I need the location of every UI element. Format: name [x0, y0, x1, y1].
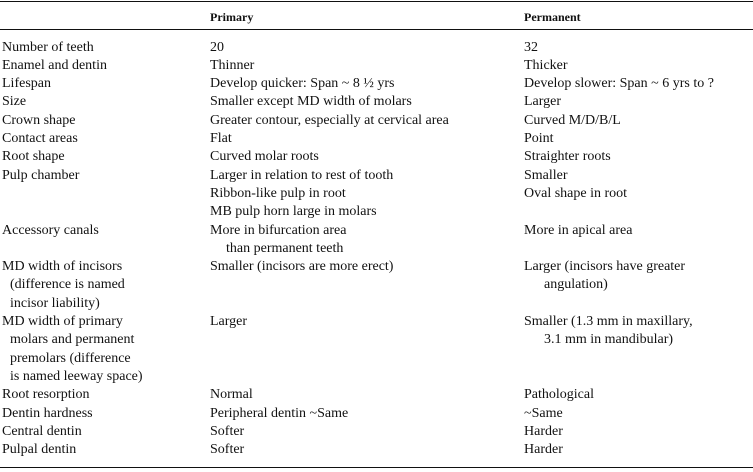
feature-cell: [2, 57, 107, 75]
primary-cell: [210, 222, 346, 259]
primary-cell-line: Normal: [210, 387, 253, 403]
feature-cell: [2, 167, 79, 185]
header-primary: Primary: [210, 10, 254, 24]
feature-cell-line: Central dentin: [2, 423, 82, 439]
feature-cell-line: Accessory canals: [2, 222, 99, 238]
primary-cell-line: Thinner: [210, 57, 255, 73]
feature-cell-line: molars and permanent: [10, 332, 135, 348]
permanent-cell: [524, 148, 611, 166]
feature-cell: [2, 130, 78, 148]
feature-cell: [2, 405, 93, 423]
feature-cell: [2, 148, 65, 166]
permanent-cell: [524, 112, 621, 130]
feature-cell: [2, 258, 125, 313]
feature-cell-line: Size: [2, 94, 27, 110]
feature-cell: [2, 93, 26, 111]
feature-cell-line: Pulp chamber: [2, 167, 80, 183]
permanent-cell-line: Smaller: [524, 167, 568, 183]
feature-cell-line: Lifespan: [2, 76, 51, 92]
permanent-cell-line: Smaller (1.3 mm in maxillary,: [524, 314, 693, 329]
feature-cell-line: Contact areas: [2, 131, 78, 146]
permanent-cell: [524, 93, 561, 111]
permanent-cell-line: 3.1 mm in mandibular): [544, 332, 674, 348]
permanent-cell: [524, 405, 563, 423]
primary-cell: [210, 39, 224, 57]
feature-cell: [2, 441, 76, 459]
feature-cell-line: premolars (difference: [10, 350, 131, 366]
primary-cell: [210, 75, 394, 93]
feature-cell-line: is named leeway space): [10, 368, 143, 384]
feature-cell-line: incisor liability): [10, 295, 100, 311]
permanent-cell-line: Harder: [524, 423, 563, 439]
primary-cell: [210, 112, 449, 130]
permanent-cell: [524, 167, 627, 204]
permanent-cell-line: angulation): [544, 277, 608, 293]
permanent-cell: [524, 313, 693, 350]
primary-cell-line: Softer: [210, 423, 245, 439]
primary-cell: [210, 423, 244, 441]
permanent-cell: [524, 258, 685, 295]
feature-cell: [2, 39, 94, 57]
primary-cell: [210, 313, 247, 331]
header-rule: [0, 29, 753, 30]
feature-cell-line: Crown shape: [2, 112, 76, 128]
feature-cell: [2, 112, 76, 130]
primary-cell-line: than permanent teeth: [226, 240, 344, 256]
primary-cell-line: Flat: [210, 131, 232, 146]
permanent-cell-line: Harder: [524, 442, 563, 458]
permanent-cell: [524, 130, 554, 148]
primary-cell: [210, 441, 244, 459]
primary-cell-line: Ribbon-like pulp in root: [210, 185, 346, 201]
primary-cell-line: Smaller (incisors are more erect): [210, 259, 394, 275]
primary-cell-line: Larger in relation to rest of tooth: [210, 167, 394, 183]
permanent-cell-line: Larger (incisors have greater: [524, 259, 686, 275]
feature-cell-line: Pulpal dentin: [2, 442, 77, 458]
feature-cell-line: Root shape: [2, 149, 65, 165]
primary-cell-line: Larger: [210, 314, 248, 329]
feature-cell-line: (difference is named: [10, 277, 125, 293]
permanent-cell-line: Oval shape in root: [524, 185, 628, 201]
primary-cell-line: Develop quicker: Span ~ 8 ½ yrs: [210, 76, 395, 92]
permanent-cell-line: Curved M/D/B/L: [524, 112, 621, 128]
permanent-cell: [524, 423, 563, 441]
permanent-cell-line: Develop slower: Span ~ 6 yrs to ?: [524, 76, 714, 92]
feature-cell-line: MD width of primary: [2, 314, 123, 329]
permanent-cell-line: 32: [524, 39, 538, 55]
primary-cell: [210, 258, 393, 276]
feature-cell-line: Enamel and dentin: [2, 57, 107, 73]
feature-cell-line: Number of teeth: [2, 39, 94, 55]
primary-cell-line: More in bifurcation area: [210, 222, 347, 238]
permanent-cell: [524, 75, 714, 93]
permanent-cell-line: Larger: [524, 94, 562, 110]
feature-cell: [2, 313, 143, 386]
feature-cell: [2, 222, 99, 240]
permanent-cell-line: Point: [524, 131, 554, 146]
primary-cell: [210, 405, 348, 423]
feature-cell-line: Root resorption: [2, 387, 90, 403]
permanent-cell: [524, 57, 568, 75]
primary-cell: [210, 57, 254, 75]
primary-cell: [210, 148, 319, 166]
permanent-cell-line: Straighter roots: [524, 149, 611, 165]
permanent-cell-line: Pathological: [524, 387, 594, 403]
feature-cell-line: MD width of incisors: [2, 259, 123, 275]
primary-cell: [210, 130, 232, 148]
permanent-cell-line: More in apical area: [524, 222, 633, 238]
header-permanent: Permanent: [524, 10, 581, 24]
feature-cell: [2, 75, 51, 93]
permanent-cell-line: ~Same: [524, 405, 563, 421]
feature-cell: [2, 386, 90, 404]
primary-cell-line: Smaller except MD width of molars: [210, 94, 412, 110]
permanent-cell: [524, 441, 563, 459]
primary-cell-line: 20: [210, 39, 224, 55]
permanent-cell: [524, 222, 632, 240]
feature-cell-line: Dentin hardness: [2, 405, 93, 421]
primary-cell: [210, 386, 253, 404]
permanent-cell: [524, 39, 538, 57]
feature-cell: [2, 423, 82, 441]
primary-cell-line: Greater contour, especially at cervical area: [210, 112, 449, 128]
permanent-cell: [524, 386, 594, 404]
permanent-cell-line: Thicker: [524, 57, 568, 73]
primary-cell-line: Curved molar roots: [210, 149, 319, 165]
primary-cell: [210, 93, 412, 111]
table-bottom-rule: [0, 467, 753, 468]
primary-cell-line: MB pulp horn large in molars: [210, 204, 377, 220]
primary-cell: [210, 167, 393, 222]
primary-cell-line: Peripheral dentin ~Same: [210, 405, 349, 421]
table-top-rule: [0, 1, 753, 2]
primary-cell-line: Softer: [210, 442, 245, 458]
